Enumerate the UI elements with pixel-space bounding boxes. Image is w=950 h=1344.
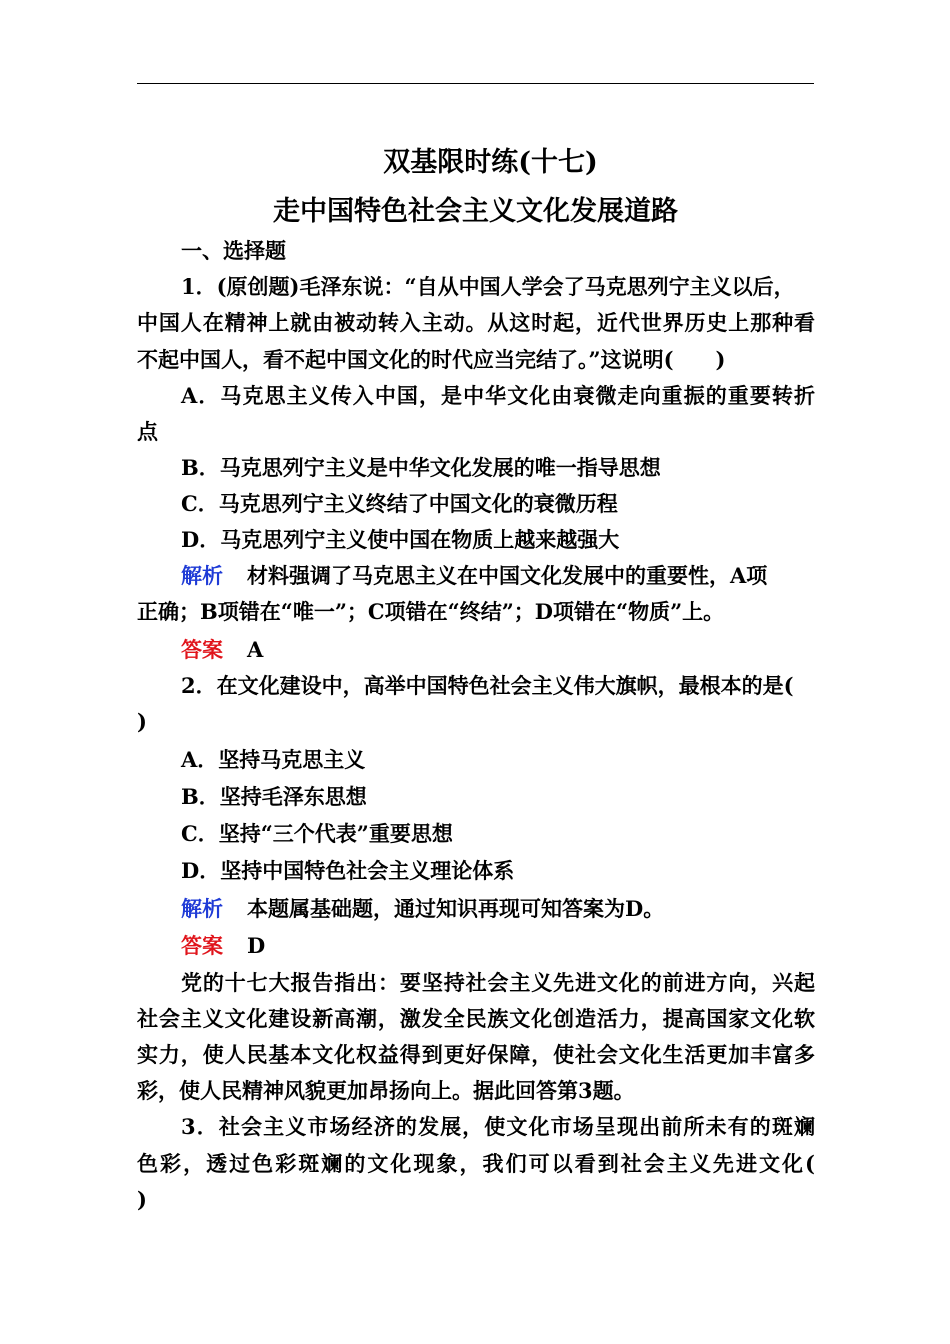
analysis-label: 解析 [181, 563, 223, 588]
question-1-option-c: C．马克思列宁主义终结了中国文化的衰微历程 [181, 491, 618, 516]
question-2-stem-cont: ) [137, 709, 147, 734]
question-1-option-a: A．马克思主义传入中国，是中华文化由衰微走向重振的重要转折 [181, 383, 815, 408]
material-line-1: 党的十七大报告指出：要坚持社会主义先进文化的前进方向，兴起 [181, 970, 815, 995]
question-1-tag: (原创题) [216, 274, 300, 299]
question-2-option-d: D．坚持中国特色社会主义理论体系 [181, 858, 515, 883]
header-rule [137, 83, 814, 84]
question-3-stem: 3．社会主义市场经济的发展，使文化市场呈现出前所未有的斑斓 [181, 1114, 815, 1139]
question-1-option-a-cont: 点 [137, 419, 158, 444]
material-line-4: 彩，使人民精神风貌更加昂扬向上。据此回答第3题。 [137, 1078, 635, 1103]
question-1-stem-line-2: 中国人在精神上就由被动转入主动。从这时起，近代世界历史上那种看 [137, 310, 815, 335]
question-3-stem-cont: 色彩，透过色彩斑斓的文化现象，我们可以看到社会主义先进文化( [137, 1151, 815, 1176]
analysis-label: 解析 [181, 896, 223, 921]
question-1-stem-line-3: 不起中国人，看不起中国文化的时代应当完结了。”这说明( ) [137, 347, 726, 372]
question-2-analysis [137, 894, 815, 924]
analysis-text: 本题属基础题，通过知识再现可知答案为D。 [247, 896, 665, 921]
analysis-text: 材料强调了马克思主义在中国文化发展中的重要性，A项 [247, 563, 768, 588]
question-2-stem: 2．在文化建设中，高举中国特色社会主义伟大旗帜，最根本的是( [181, 673, 794, 698]
page-subtitle: 走中国特色社会主义文化发展道路 [273, 196, 678, 227]
question-1-answer [137, 635, 815, 665]
section-heading: 一、选择题 [181, 238, 286, 263]
answer-label: 答案 [181, 933, 223, 958]
answer-label: 答案 [181, 637, 223, 662]
question-2-option-c: C．坚持“三个代表”重要思想 [181, 821, 453, 846]
question-1-number: 1． [181, 274, 217, 299]
answer-value: A [247, 637, 264, 662]
question-1-analysis [137, 561, 815, 591]
page-title: 双基限时练(十七) [383, 147, 598, 178]
material-line-3: 实力，使人民基本文化权益得到更好保障，使社会文化生活更加丰富多 [137, 1042, 815, 1067]
question-1-option-d: D．马克思列宁主义使中国在物质上越来越强大 [181, 527, 620, 552]
question-1-stem-line-1 [137, 272, 815, 302]
question-1-analysis-cont: 正确；B项错在“唯一”；C项错在“终结”；D项错在“物质”上。 [137, 599, 725, 624]
question-2-answer [137, 931, 815, 961]
question-2-option-a: A．坚持马克思主义 [181, 747, 366, 772]
question-1-option-b: B．马克思列宁主义是中华文化发展的唯一指导思想 [181, 455, 661, 480]
question-3-stem-end: ) [137, 1187, 147, 1212]
answer-value: D [247, 933, 266, 958]
question-2-option-b: B．坚持毛泽东思想 [181, 784, 367, 809]
material-line-2: 社会主义文化建设新高潮，激发全民族文化创造活力，提高国家文化软 [137, 1006, 815, 1031]
question-1-stem-start: 毛泽东说：“自从中国人学会了马克思列宁主义以后， [299, 274, 795, 299]
